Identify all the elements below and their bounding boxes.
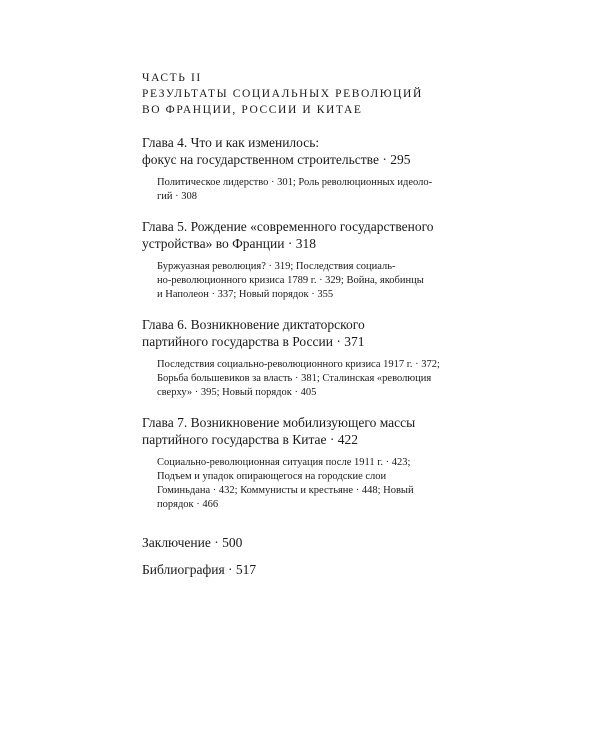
chapter-title-line: партийного государства в России · 371 [142, 334, 365, 349]
subsection-line: Политическое лидерство · 301; Роль революционных идеоло- [157, 177, 433, 188]
part-title-line: РЕЗУЛЬТАТЫ СОЦИАЛЬНЫХ РЕВОЛЮЦИЙ [142, 88, 423, 100]
chapter-entry-4 [142, 134, 472, 204]
subsection-line: Последствия социально-революционного кризиса 1917 г. · 372; [157, 359, 440, 370]
chapter-subsections [142, 358, 472, 400]
chapter-subsections [142, 176, 472, 204]
table-of-contents [142, 70, 472, 578]
chapter-title-line: устройства» во Франции · 318 [142, 236, 316, 251]
subsection-line: Подъем и упадок опирающегося на городские слои [157, 471, 387, 482]
subsection-line: Гоминьдана · 432; Коммунисты и крестьяне · 448; Новый [157, 485, 414, 496]
chapter-title-line: Глава 4. Что и как изменилось: [142, 135, 320, 150]
subsection-line: гий · 308 [157, 191, 198, 202]
chapter-title-line: фокус на государственном строительстве · 295 [142, 152, 411, 167]
conclusion-entry: Заключение · 500 [142, 535, 243, 550]
subsection-line: Социально-революционная ситуация после 1911 г. · 423; [157, 457, 411, 468]
bibliography-entry: Библиография · 517 [142, 562, 257, 577]
subsection-line: Буржуазная революция? · 319; Последствия социаль- [157, 261, 396, 272]
chapter-title-line: Глава 5. Рождение «современного государственого [142, 219, 434, 234]
chapter-entry-5 [142, 218, 472, 302]
subsection-line: но-революционного кризиса 1789 г. · 329; Война, якобинцы [157, 275, 424, 286]
part-label: ЧАСТЬ II [142, 72, 202, 84]
subsection-line: Борьба большевиков за власть · 381; Сталинская «революция [157, 373, 432, 384]
chapter-entry-7 [142, 414, 472, 512]
chapter-subsections [142, 260, 472, 302]
chapter-title-line: Глава 6. Возникновение диктаторского [142, 317, 365, 332]
chapter-title-line: Глава 7. Возникновение мобилизующего массы [142, 415, 416, 430]
subsection-line: порядок · 466 [157, 499, 219, 510]
subsection-line: и Наполеон · 337; Новый порядок · 355 [157, 289, 334, 300]
part-heading [142, 70, 472, 118]
chapter-title-line: партийного государства в Китае · 422 [142, 432, 359, 447]
part-title-line: ВО ФРАНЦИИ, РОССИИ И КИТАЕ [142, 104, 363, 116]
chapter-entry-6 [142, 316, 472, 400]
chapter-subsections [142, 456, 472, 512]
subsection-line: сверху» · 395; Новый порядок · 405 [157, 387, 317, 398]
